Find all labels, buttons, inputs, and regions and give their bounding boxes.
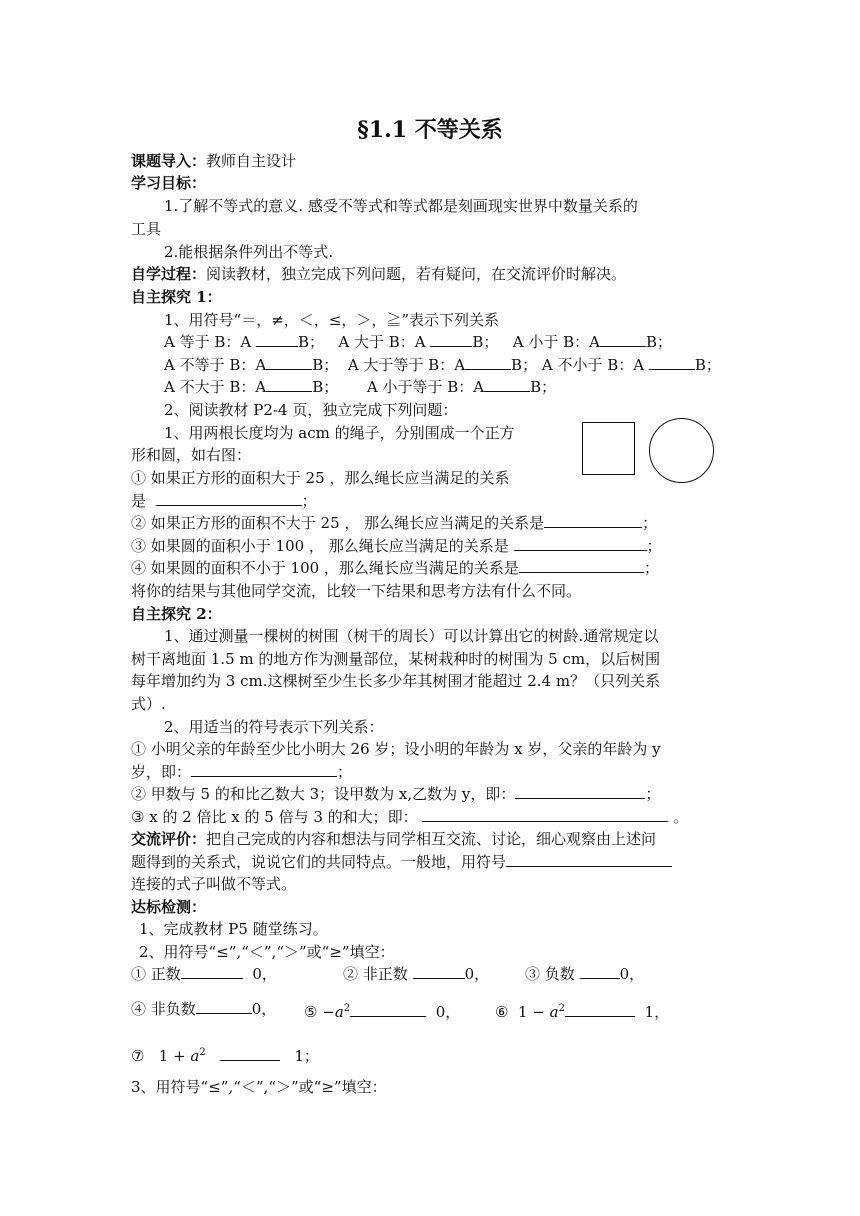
goal-1a: 1.了解不等式的意义. 感受不等式和等式都是刻画现实世界中数量关系的 [164,197,638,215]
answer-blank[interactable] [422,806,668,822]
answer-blank[interactable] [256,331,298,347]
relation-3 [131,806,688,828]
fill-label: ⑦ [131,1047,145,1065]
relation-label: A 大于 B：A [338,333,426,351]
check-k1: 1、完成教材 P5 随堂练习。 [139,920,328,938]
tree-problem-d: 式）. [131,695,166,713]
relation-label: A 大于等于 B：A [347,356,466,374]
relation-label: A 不等于 B：A [164,356,267,374]
math-one-plus-a-squared: $1 + a^2$ [158,1047,206,1065]
relation-suffix: B； [298,333,325,351]
math-one-minus-a-squared: $1 - a^2$ [518,1003,565,1021]
relation-suffix: B； [645,333,672,351]
goals-label: 学习目标： [131,174,207,192]
answer-blank[interactable] [266,354,312,370]
intro-text: 教师自主设计 [206,152,297,170]
share-note: 将你的结果与其他同学交流，比较一下结果和思考方法有什么不同。 [131,582,582,600]
tree-problem-c: 每年增加约为 3 cm.这棵树至少生长多少年其树围才能超过 2.4 m？（只列关系 [131,672,661,690]
relation-suffix: ； [645,785,661,803]
math-neg-a-squared: $-a^2$ [322,1003,351,1021]
check-k2: 2、用符号“≤”,“＜”,“＞”或“≥”填空： [139,943,395,961]
answer-blank[interactable] [519,557,644,573]
case-4 [131,557,659,579]
fill-value: 0， [251,1000,277,1018]
goal-1b: 工具 [131,220,162,238]
tree-problem-b: 树干离地面 1.5 m 的地方作为测量部位，某树栽种时的树围为 5 cm，以后树围 [131,650,661,668]
square-figure [582,422,635,475]
answer-blank[interactable] [196,998,252,1014]
answer-blank[interactable] [266,376,312,392]
answer-blank[interactable] [156,490,302,506]
fill-item-3 [525,963,644,985]
check-label: 达标检测： [131,898,207,916]
fill-value: 1， [644,1003,670,1021]
case-3 [131,535,662,557]
answer-blank[interactable] [544,512,642,528]
answer-blank[interactable] [565,1001,635,1017]
fill-item-2 [343,963,489,985]
relation-suffix: B； [312,356,339,374]
fill-item-6 [495,998,669,1023]
circle-figure [649,418,714,483]
case-1a: ① 如果正方形的面积大于 25 ，那么绳长应当满足的关系 [131,469,510,487]
answer-blank[interactable] [220,1045,280,1061]
relation-suffix: B； [694,356,721,374]
answer-blank[interactable] [181,963,243,979]
relation-label: A 等于 B：A [164,333,252,351]
review-line-2 [131,851,672,873]
fill-label: ④ 非负数 [131,1000,196,1018]
answer-blank[interactable] [484,376,530,392]
fill-value: 0， [435,1003,461,1021]
answer-blank[interactable] [191,761,337,777]
relation-suffix: B； [530,378,557,396]
relation-suffix: ； [337,763,353,781]
review-text-1: 把自己完成的内容和想法与同学相互交流、讨论，细心观察由上述问 [206,830,657,848]
answer-blank[interactable] [514,535,647,551]
relation-label: A 小于 B：A [512,333,600,351]
review-line-3: 连接的式子叫做不等式。 [131,875,297,893]
relation-row-3 [164,376,556,398]
intro-label: 课题导入： [131,152,207,170]
relation-label: A 不小于 B：A [541,356,645,374]
rope-question-b: 形和圆，如右图： [131,446,252,464]
relation-label: A 不大于 B：A [164,378,267,396]
relation-suffix: B； [312,378,339,396]
explore2-q2: 2、用适当的符号表示下列关系： [164,718,384,736]
case-suffix: ； [643,559,659,577]
process-line [131,263,626,285]
relation-1a: ① 小明父亲的年龄至少比小明大 26 岁；设小明的年龄为 x 岁，父亲的年龄为 y [131,740,661,758]
fill-value: 0， [464,965,490,983]
tree-problem-a: 1、通过测量一棵树的树围（树干的周长）可以计算出它的树龄.通常规定以 [164,627,659,645]
check-k3: 3、用符号“≤”,“＜”,“＞”或“≥”填空： [131,1078,387,1096]
case-1-prefix: 是 [131,492,147,510]
case-2 [131,512,657,534]
fill-value: 0， [252,965,277,983]
relation-2-text: ② 甲数与 5 的和比乙数大 3；设甲数为 x,乙数为 y，即： [131,785,516,803]
case-1-suffix: ； [301,492,317,510]
relation-1-prefix: 岁，即： [131,763,192,781]
relation-row-1 [164,331,672,353]
case-3-text: ③ 如果圆的面积小于 100 ， 那么绳长应当满足的关系是 [131,537,509,555]
answer-blank[interactable] [506,851,672,867]
answer-blank[interactable] [413,963,465,979]
fill-value: 0， [619,965,645,983]
answer-blank[interactable] [465,354,511,370]
fill-label: ① 正数 [131,965,181,983]
fill-item-4 [131,998,276,1020]
page-title: §1.1 不等关系 [357,117,503,143]
relation-end: 。 [673,808,689,826]
fill-item-5 [304,998,460,1023]
explore2-label: 自主探究 2： [131,605,222,623]
case-suffix: ； [646,537,662,555]
fill-item-7 [131,1042,319,1067]
case-4-text: ④ 如果圆的面积不小于 100 ，那么绳长应当满足的关系是 [131,559,519,577]
case-suffix: ； [642,514,658,532]
fill-label: ③ 负数 [525,965,575,983]
answer-blank[interactable] [350,1001,426,1017]
answer-blank[interactable] [580,963,620,979]
answer-blank[interactable] [515,783,645,799]
answer-blank[interactable] [430,331,472,347]
review-label: 交流评价： [131,830,207,848]
explore1-q2: 2、阅读教材 P2-4 页，独立完成下列问题： [164,401,458,419]
goal-2: 2.能根据条件列出不等式. [164,243,334,261]
fill-label: ② 非正数 [343,965,408,983]
fill-value: 1； [294,1047,319,1065]
explore1-q1: 1、用符号“＝，≠，＜，≤，＞，≧”表示下列关系 [164,311,500,329]
case-1b [131,490,317,512]
review-line-1 [131,828,656,850]
answer-blank[interactable] [600,331,646,347]
process-text: 阅读教材，独立完成下列问题，若有疑问，在交流评价时解决。 [206,265,627,283]
relation-1b [131,761,352,783]
fill-label: ⑥ [495,1003,509,1021]
fill-label: ⑤ [304,1003,318,1021]
explore1-label: 自主探究 1： [131,288,222,306]
review-text-2: 题得到的关系式，说说它们的共同特点。一般地，用符号 [131,853,507,871]
relation-2 [131,783,660,805]
relation-3-text: ③ x 的 2 倍比 x 的 5 倍与 3 的和大；即： [131,808,418,826]
answer-blank[interactable] [649,354,695,370]
relation-row-2 [164,354,721,376]
process-label: 自学过程： [131,265,207,283]
relation-suffix: B； [472,333,499,351]
intro-line [131,150,296,172]
relation-suffix: B； [511,356,538,374]
relation-label: A 小于等于 B：A [366,378,485,396]
rope-question-a: 1、用两根长度均为 acm 的绳子，分别围成一个正方 [164,424,515,442]
fill-item-1 [131,963,277,985]
case-2-text: ② 如果正方形的面积不大于 25 ， 那么绳长应当满足的关系是 [131,514,545,532]
